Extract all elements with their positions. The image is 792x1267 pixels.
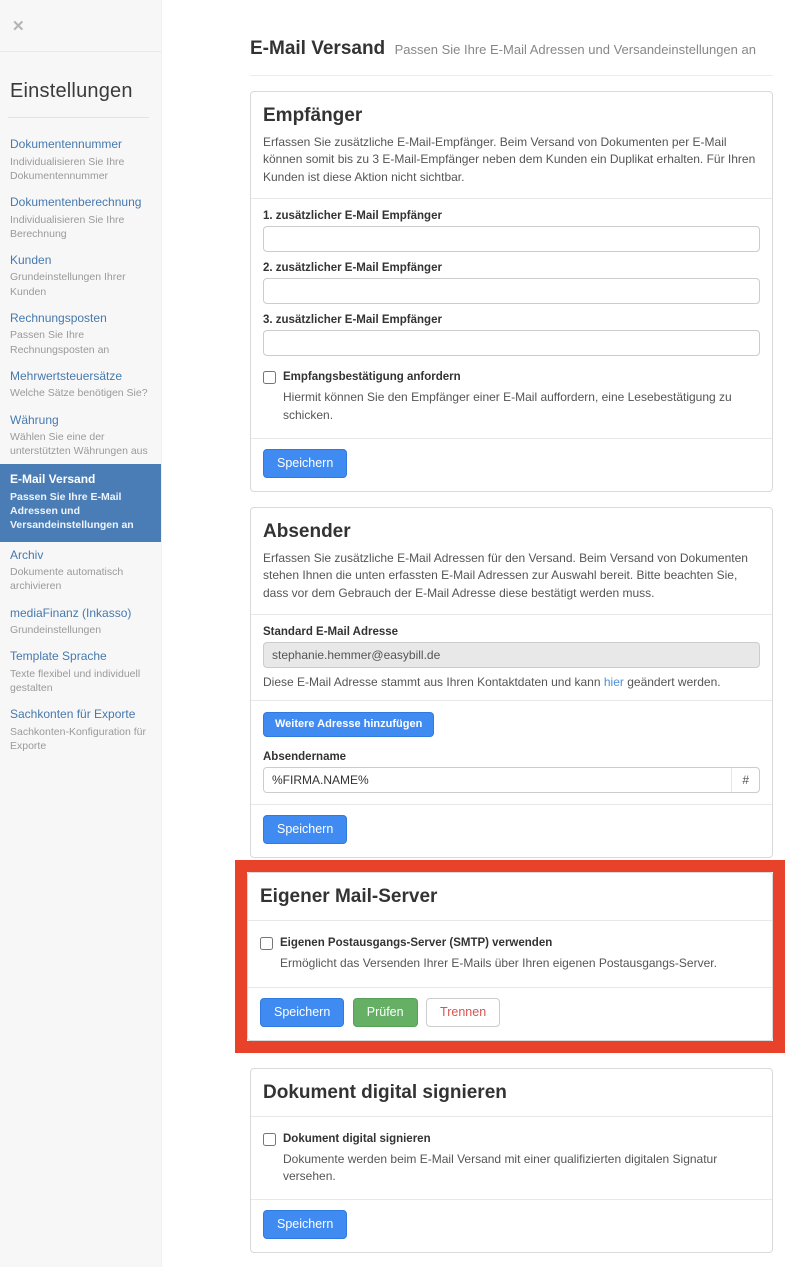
nav-item-label: mediaFinanz (Inkasso): [10, 605, 132, 620]
digital-sign-description: Dokumente werden beim E-Mail Versand mit einer qualifizierten digitalen Signatur versehen.: [283, 1151, 718, 1183]
nav-item-sublabel: Individualisieren Sie Ihre Berechnung: [10, 213, 125, 240]
panel-mailserver: [247, 872, 773, 1040]
sidebar-item-rechnungsposten[interactable]: [0, 305, 161, 363]
sidebar-item-kunden[interactable]: [0, 247, 161, 305]
panel-absender-heading: [251, 508, 772, 615]
sender-name-section: [251, 701, 772, 804]
nav-item-label: E-Mail Versand: [10, 472, 96, 487]
nav-item-label: Rechnungsposten: [10, 310, 107, 325]
panel-title: Eigener Mail-Server: [260, 886, 438, 908]
nav-item-sublabel: Wählen Sie eine der unterstützten Währungen aus: [10, 431, 148, 458]
sidebar-item-sachkonten[interactable]: [0, 701, 161, 759]
panel-empfaenger-footer: [251, 438, 772, 491]
panel-signieren-footer: [251, 1199, 772, 1252]
read-receipt-checkbox[interactable]: [263, 371, 276, 384]
nav-item-sublabel: Welche Sätze benötigen Sie?: [10, 387, 148, 400]
panel-mailserver-footer: [248, 987, 772, 1040]
recipient-2-label: 2. zusätzlicher E-Mail Empfänger: [263, 262, 442, 275]
panel-empfaenger-heading: [251, 92, 772, 199]
sender-name-input-group: [263, 767, 760, 793]
nav-item-sublabel: Grundeinstellungen: [10, 624, 102, 637]
nav-item-label: Template Sprache: [10, 649, 107, 664]
sidebar-item-dokumentenberechnung[interactable]: [0, 189, 161, 247]
panel-empfaenger: [250, 91, 773, 492]
sender-name-label: Absendername: [263, 751, 347, 764]
nav-item-sublabel: Dokumente automatisch archivieren: [10, 566, 124, 593]
smtp-label: Eigenen Postausgangs-Server (SMTP) verwenden: [280, 937, 553, 950]
nav-item-label: Sachkonten für Exporte: [10, 707, 136, 722]
save-button[interactable]: Speichern: [260, 998, 344, 1027]
page-subtitle: Passen Sie Ihre E-Mail Adressen und Versandeinstellungen an: [394, 42, 756, 57]
sidebar-item-waehrung[interactable]: [0, 407, 161, 465]
nav-item-label: Mehrwertsteuersätze: [10, 368, 123, 383]
sidebar-title: Einstellungen: [10, 80, 133, 102]
panel-absender-footer: [251, 804, 772, 857]
panel-signieren-heading: [251, 1069, 772, 1117]
recipient-2-input[interactable]: [263, 278, 760, 304]
recipient-3-input[interactable]: [263, 330, 760, 356]
read-receipt-label: Empfangsbestätigung anfordern: [283, 371, 461, 384]
panel-description: Erfassen Sie zusätzliche E-Mail Adressen für den Versand. Beim Versand von Dokumenten stehen Ihnen die unten erfassten E-Mail Adressen zur Auswahl bereit. Bitte beachten Sie, dass vor dem Gebrauch der E-Mail Adresse diese bestätigt werden muss.: [263, 550, 748, 600]
smtp-checkbox[interactable]: [260, 937, 273, 950]
settings-sidebar: [0, 0, 162, 1267]
page-title: E-Mail Versand: [250, 38, 386, 59]
help-text-after: geändert werden.: [627, 675, 721, 690]
nav-item-label: Dokumentennummer: [10, 137, 123, 151]
recipient-fields-section: [251, 199, 772, 438]
read-receipt-description: Hiermit können Sie den Empfänger einer E-Mail auffordern, eine Lesebestätigung zu schicken.: [283, 390, 732, 422]
panel-title: Empfänger: [263, 105, 363, 126]
panel-title: Absender: [263, 520, 351, 542]
sidebar-item-email-versand[interactable]: [0, 464, 161, 541]
standard-email-input: [263, 642, 760, 668]
main-content: [250, 0, 773, 1267]
sender-name-input[interactable]: [264, 768, 731, 792]
digital-sign-label: Dokument digital signieren: [283, 1132, 431, 1145]
sidebar-item-template-sprache[interactable]: [0, 643, 161, 701]
check-connection-button[interactable]: Prüfen: [353, 998, 418, 1027]
nav-item-sublabel: Sachkonten-Konfiguration für Exporte: [10, 725, 147, 752]
sidebar-item-mediafinanz[interactable]: [0, 600, 161, 644]
sidebar-close-row: [0, 0, 161, 52]
standard-email-help: [263, 675, 760, 689]
nav-item-label: Dokumentenberechnung: [10, 194, 142, 209]
nav-item-label: Kunden: [10, 252, 52, 267]
sidebar-item-dokumentennummer[interactable]: [0, 131, 161, 189]
save-button[interactable]: Speichern: [263, 449, 347, 478]
panel-signieren: [250, 1068, 773, 1254]
hier-link[interactable]: hier: [603, 675, 624, 690]
recipient-field-1: [263, 210, 760, 252]
recipient-3-label: 3. zusätzlicher E-Mail Empfänger: [263, 314, 442, 327]
nav-item-sublabel: Individualisieren Sie Ihre Dokumentennummer: [10, 155, 125, 182]
disconnect-button[interactable]: Trennen: [426, 998, 500, 1027]
smtp-section: [248, 921, 772, 986]
placeholder-variable-icon[interactable]: #: [731, 768, 759, 792]
panel-title: Dokument digital signieren: [263, 1081, 507, 1103]
nav-item-sublabel: Grundeinstellungen Ihrer Kunden: [10, 271, 126, 298]
sidebar-item-mehrwertsteuersaetze[interactable]: [0, 363, 161, 407]
save-button[interactable]: Speichern: [263, 815, 347, 844]
panel-mailserver-heading: [248, 873, 772, 921]
read-receipt-block: [263, 370, 760, 424]
close-icon[interactable]: ✕: [12, 18, 25, 35]
nav-item-sublabel: Passen Sie Ihre Rechnungsposten an: [10, 329, 110, 356]
nav-item-label: Währung: [10, 412, 59, 427]
nav-item-sublabel: Texte flexibel und individuell gestalten: [10, 667, 141, 695]
standard-email-section: [251, 615, 772, 701]
nav-item-sublabel: Passen Sie Ihre E-Mail Adressen und Versandeinstellungen an: [10, 491, 134, 532]
panel-description: Erfassen Sie zusätzliche E-Mail-Empfänger. Beim Versand von Dokumenten per E-Mail können somit bis zu 3 E-Mail-Empfänger neben dem Kunden ein Duplikat erhalten. Für Ihren Kunden ist diese Aktion nicht sichtbar.: [263, 135, 756, 184]
sidebar-item-archiv[interactable]: [0, 542, 161, 600]
smtp-description: Ermöglicht das Versenden Ihrer E-Mails über Ihren eigenen Postausgangs-Server.: [280, 956, 717, 971]
save-button[interactable]: Speichern: [263, 1210, 347, 1239]
recipient-field-3: [263, 314, 760, 356]
recipient-1-input[interactable]: [263, 226, 760, 252]
digital-sign-checkbox[interactable]: [263, 1133, 276, 1146]
help-text-before: Diese E-Mail Adresse stammt aus Ihren Kontaktdaten und kann: [263, 675, 601, 690]
page-header: [250, 0, 773, 76]
nav-item-label: Archiv: [10, 547, 44, 562]
recipient-1-label: 1. zusätzlicher E-Mail Empfänger: [263, 210, 442, 223]
panel-absender: [250, 507, 773, 858]
sign-section: [251, 1117, 772, 1200]
standard-email-label: Standard E-Mail Adresse: [263, 626, 399, 639]
recipient-field-2: [263, 262, 760, 304]
add-address-button[interactable]: Weitere Adresse hinzufügen: [263, 712, 434, 737]
red-highlight-annotation: [235, 860, 785, 1052]
settings-nav: [0, 118, 161, 759]
